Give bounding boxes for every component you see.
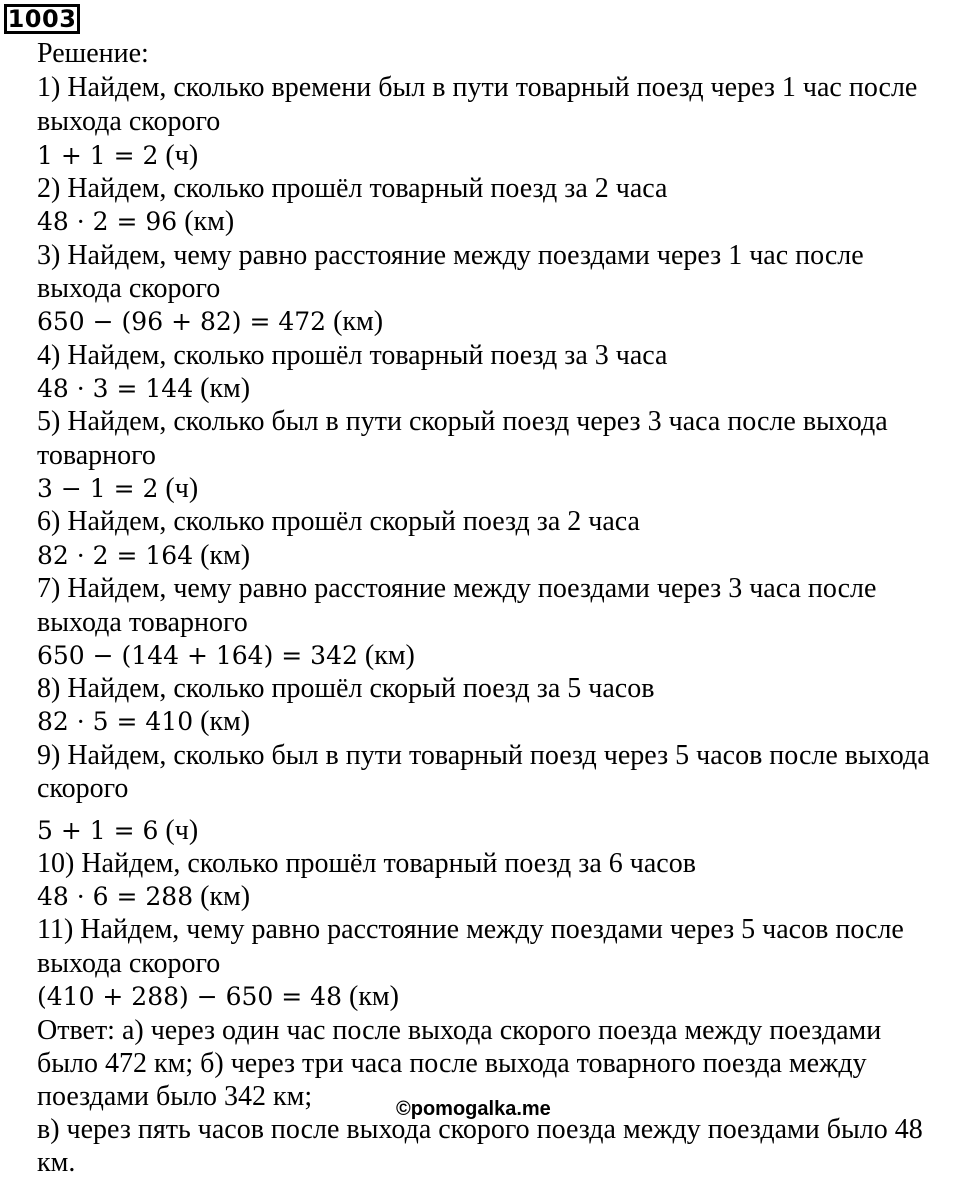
equation-expression: 5 + 1 = 6 [37,816,159,845]
solution-equation [37,140,198,172]
equation-expression: 650 − (144 + 164) = 342 [37,641,358,670]
solution-text-line: 7) Найдем, чему равно расстояние между поездами через 3 часа после [37,573,877,604]
solution-text-line: 9) Найдем, сколько был в пути товарный поезд через 5 часов после выхода [37,740,930,771]
solution-text-line: товарного [37,440,156,471]
equation-expression: 3 − 1 = 2 [37,474,159,503]
equation-unit: (км) [342,981,399,1012]
solution-equation [37,981,399,1013]
equation-unit: (км) [193,706,251,737]
solution-equation [37,306,383,338]
solution-text-line: в) через пять часов после выхода скорого поезда между поездами было 48 [37,1114,923,1145]
equation-unit: (ч) [158,815,199,846]
solution-text-line: Ответ: а) через один час после выхода скорого поезда между поездами [37,1015,882,1046]
solution-text-line: было 472 км; б) через три часа после выхода товарного поезда между [37,1048,867,1079]
solution-equation [37,640,415,672]
solution-equation [37,815,198,847]
equation-expression: 82 · 5 = 410 [37,707,194,736]
equation-expression: 82 · 2 = 164 [37,541,194,570]
equation-unit: (км) [193,881,251,912]
solution-text-line: поездами было 342 км; [37,1081,313,1112]
solution-text-line: выхода скорого [37,273,221,304]
solution-text-line: 8) Найдем, сколько прошёл скорый поезд за 5 часов [37,673,655,704]
solution-text-line: 4) Найдем, сколько прошёл товарный поезд за 3 часа [37,340,668,371]
equation-unit: (ч) [158,140,199,171]
solution-equation [37,540,250,572]
solution-text-line: 3) Найдем, чему равно расстояние между поездами через 1 час после [37,240,864,271]
equation-unit: (км) [326,306,384,337]
solution-text-line: 11) Найдем, чему равно расстояние между поездами через 5 часов после [37,914,904,945]
solution-text-line: 2) Найдем, сколько прошёл товарный поезд за 2 часа [37,173,668,204]
equation-unit: (км) [357,640,415,671]
solution-text-line: выхода скорого [37,948,221,979]
equation-expression: 48 · 3 = 144 [37,374,194,403]
solution-equation [37,473,198,505]
solution-equation [37,373,250,405]
solution-equation [37,206,234,238]
equation-expression: 1 + 1 = 2 [37,141,159,170]
problem-number: 1003 [4,4,80,34]
watermark: ©pomogalka.me [396,1098,551,1120]
solution-text-line: 5) Найдем, сколько был в пути скорый поезд через 3 часа после выхода [37,406,888,437]
equation-unit: (км) [193,373,251,404]
equation-expression: (410 + 288) − 650 = 48 [37,982,342,1011]
equation-expression: 48 · 6 = 288 [37,882,194,911]
equation-expression: 650 − (96 + 82) = 472 [37,307,327,336]
solution-text-line: выхода товарного [37,607,248,638]
solution-text-line: 1) Найдем, сколько времени был в пути товарный поезд через 1 час после [37,72,918,103]
equation-expression: 48 · 2 = 96 [37,207,178,236]
solution-text-line: км. [37,1147,76,1178]
solution-text-line: выхода скорого [37,106,221,137]
solution-equation [37,881,250,913]
solution-text-line: 10) Найдем, сколько прошёл товарный поезд за 6 часов [37,848,696,879]
solution-text-line: Решение: [37,38,149,69]
solution-text-line: 6) Найдем, сколько прошёл скорый поезд за 2 часа [37,506,640,537]
equation-unit: (км) [177,206,235,237]
solution-text-line: скорого [37,773,129,804]
equation-unit: (ч) [158,473,199,504]
equation-unit: (км) [193,540,251,571]
solution-equation [37,706,250,738]
